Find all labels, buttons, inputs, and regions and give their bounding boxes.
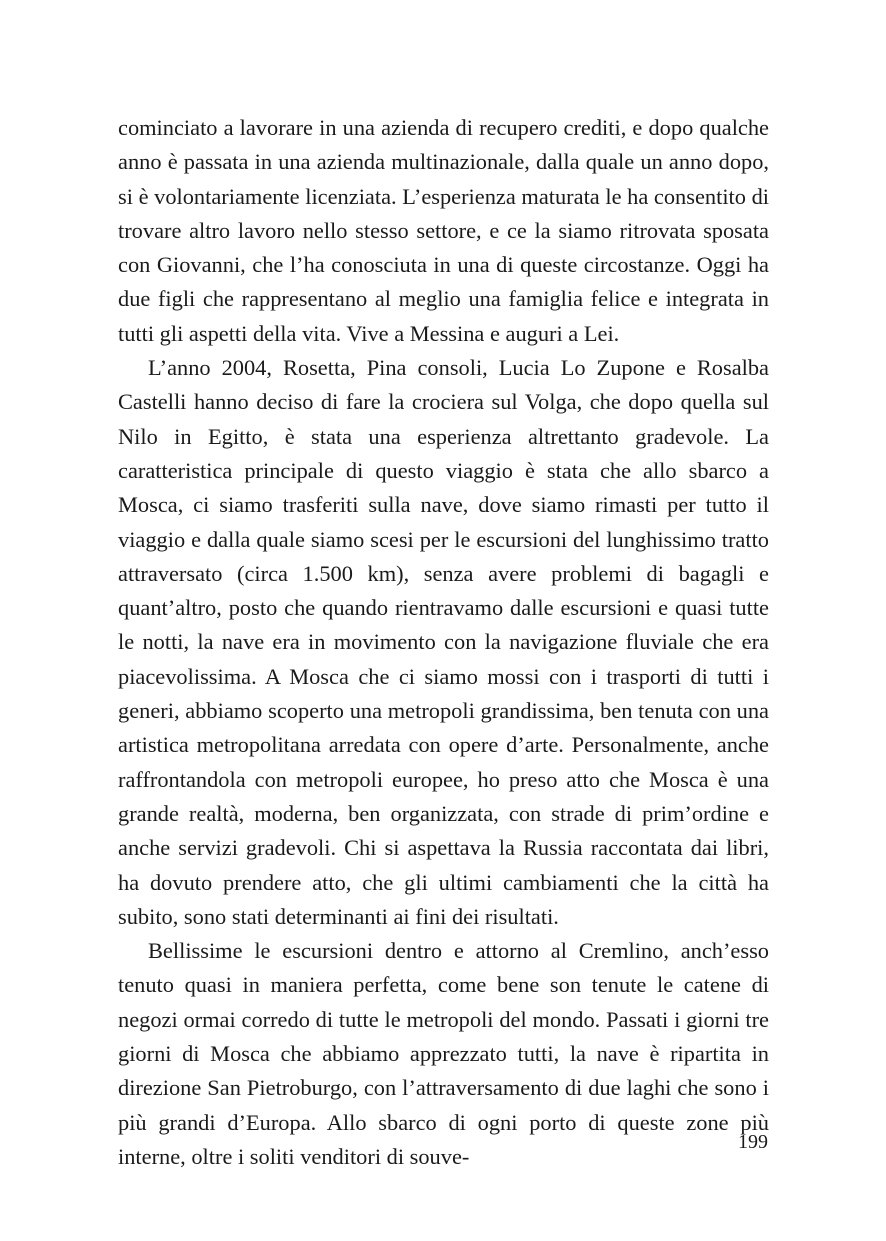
page-number: 199 [738,1131,768,1153]
paragraph-1: cominciato a lavorare in una azienda di recupero crediti, e dopo qualche anno è passata in una azienda multinazionale, dalla quale un anno dopo, si è volontariamente licenziata. L’esperienza maturata le ha consentito di trovare altro lavoro nello stesso settore, e ce la siamo ritrovata sposata con Giovanni, che l’ha conosciuta in una di queste circostanze. Oggi ha due figli che rappresentano al meglio una famiglia felice e integrata in tutti gli aspetti della vita. Vive a Messina e auguri a Lei. [118,115,769,346]
paragraph-2: L’anno 2004, Rosetta, Pina consoli, Lucia Lo Zupone e Rosalba Castelli hanno deciso di fare la crociera sul Volga, che dopo quella sul Nilo in Egitto, è stata una esperienza altrettanto gradevole. La caratteristica principale di questo viaggio è stata che allo sbarco a Mosca, ci siamo trasferiti sulla nave, dove siamo rimasti per tutto il viaggio e dalla quale siamo scesi per le escursioni del lunghissimo tratto attraversato (circa 1.500 km), senza avere problemi di bagagli e quant’altro, posto che quando rientravamo dalle escursioni e quasi tutte le notti, la nave era in movimento con la navigazione fluviale che era piacevolissima. A Mosca che ci siamo mossi con i trasporti di tutti i generi, abbiamo scoperto una metropoli grandissima, ben tenuta con una artistica metropolitana arredata con opere d’arte. Personalmente, anche raffrontandola con metropoli europee, ho preso atto che Mosca è una grande realtà, moderna, ben organizzata, con strade di prim’ordine e anche servizi gradevoli. Chi si aspettava la Russia raccontata dai libri, ha dovuto prendere atto, che gli ultimi cambiamenti che la città ha subito, sono stati determinanti ai fini dei risultati. [118,355,769,929]
page-body [118,111,769,1174]
paragraph-3: Bellissime le escursioni dentro e attorno al Cremlino, anch’esso tenuto quasi in maniera perfetta, come bene son tenute le catene di negozi ormai corredo di tutte le metropoli del mondo. Passati i giorni tre giorni di Mosca che abbiamo apprezzato tutti, la nave è ripartita in direzione San Pietroburgo, con l’attraversamento di due laghi che sono i più grandi d’Europa. Allo sbarco di ogni porto di queste zone più interne, oltre i soliti venditori di souve- [118,938,769,1169]
